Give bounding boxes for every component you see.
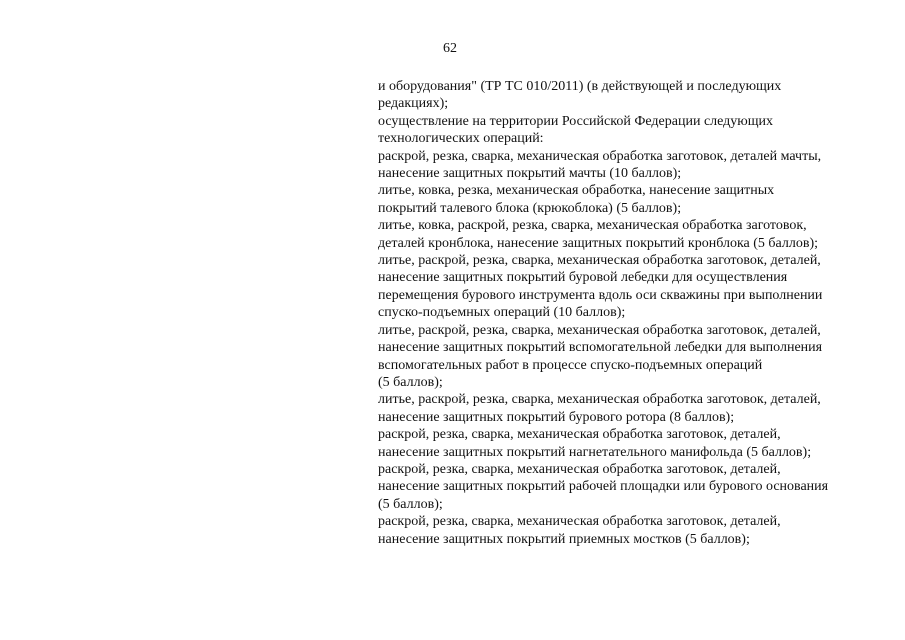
text-line: нанесение защитных покрытий бурового ротора (8 баллов); <box>378 409 735 425</box>
text-line: раскрой, резка, сварка, механическая обработка заготовок, деталей, <box>378 461 781 477</box>
text-line: литье, раскрой, резка, сварка, механическая обработка заготовок, деталей, <box>378 253 821 269</box>
text-line: (5 баллов); <box>378 374 443 390</box>
page-number: 62 <box>443 41 457 56</box>
text-line: нанесение защитных покрытий буровой лебедки для осуществления <box>378 270 788 286</box>
text-line: нанесение защитных покрытий мачты (10 баллов); <box>378 166 682 182</box>
text-line: спуско-подъемных операций (10 баллов); <box>378 305 626 321</box>
text-line: раскрой, резка, сварка, механическая обработка заготовок, деталей, <box>378 514 781 530</box>
text-line: перемещения бурового инструмента вдоль оси скважины при выполнении <box>378 287 823 303</box>
text-line: раскрой, резка, сварка, механическая обработка заготовок, деталей мачты, <box>378 148 822 164</box>
text-line: литье, ковка, резка, механическая обработка, нанесение защитных <box>378 183 775 199</box>
text-line: и оборудования" (ТР ТС 010/2011) (в действующей и последующих <box>378 79 782 94</box>
text-line: нанесение защитных покрытий приемных мостков (5 баллов); <box>378 531 750 547</box>
text-line: осуществление на территории Российской Федерации следующих <box>378 113 774 129</box>
text-line: литье, ковка, раскрой, резка, сварка, механическая обработка заготовок, <box>378 218 807 234</box>
document-text-block <box>378 78 878 548</box>
text-line: нанесение защитных покрытий нагнетательного манифольда (5 баллов); <box>378 444 812 460</box>
text-line: литье, раскрой, резка, сварка, механическая обработка заготовок, деталей, <box>378 322 821 338</box>
text-line: редакциях); <box>378 96 449 112</box>
text-line: вспомогательных работ в процессе спуско-подъемных операций <box>378 357 763 373</box>
text-line: литье, раскрой, резка, сварка, механическая обработка заготовок, деталей, <box>378 392 821 408</box>
text-line: нанесение защитных покрытий вспомогательной лебедки для выполнения <box>378 340 823 356</box>
text-line: раскрой, резка, сварка, механическая обработка заготовок, деталей, <box>378 427 781 443</box>
text-line: покрытий талевого блока (крюкоблока) (5 баллов); <box>378 200 682 216</box>
text-line: деталей кронблока, нанесение защитных покрытий кронблока (5 баллов); <box>378 235 819 251</box>
text-line: технологических операций: <box>378 131 544 147</box>
text-line: нанесение защитных покрытий рабочей площадки или бурового основания <box>378 479 829 495</box>
text-line: (5 баллов); <box>378 496 443 512</box>
